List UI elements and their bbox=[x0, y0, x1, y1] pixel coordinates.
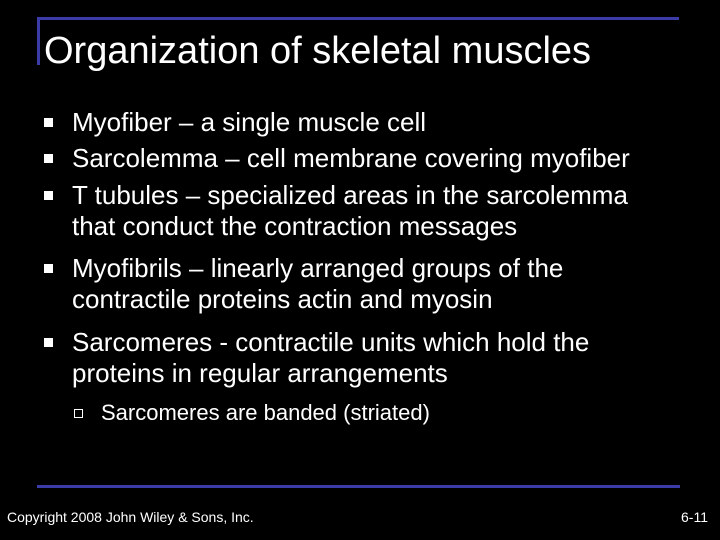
square-bullet-icon bbox=[44, 264, 53, 273]
slide-title: Organization of skeletal muscles bbox=[44, 30, 592, 72]
bullet-text-line: proteins in regular arrangements bbox=[72, 358, 448, 388]
footer-copyright: Copyright 2008 John Wiley & Sons, Inc. bbox=[7, 509, 254, 525]
square-bullet-icon bbox=[44, 191, 53, 200]
bullet-text-line: T tubules – specialized areas in the sarcolemma bbox=[72, 180, 628, 210]
bullet-text-line: contractile proteins actin and myosin bbox=[72, 284, 493, 314]
hollow-square-bullet-icon bbox=[74, 409, 83, 418]
sub-bullet-text: Sarcomeres are banded (striated) bbox=[101, 400, 430, 425]
page-number: 6-11 bbox=[681, 509, 708, 525]
square-bullet-icon bbox=[44, 154, 53, 163]
title-frame-left-rule bbox=[37, 17, 40, 65]
footer-divider bbox=[37, 485, 680, 488]
bullet-text-line: Myofiber – a single muscle cell bbox=[72, 107, 427, 137]
bullet-text-line: Sarcomeres - contractile units which hold the bbox=[72, 327, 590, 357]
bullet-text-line: that conduct the contraction messages bbox=[72, 211, 518, 241]
square-bullet-icon bbox=[44, 338, 53, 347]
bullet-text-line: Sarcolemma – cell membrane covering myofiber bbox=[72, 143, 630, 173]
square-bullet-icon bbox=[44, 118, 53, 127]
title-frame-top-rule bbox=[37, 17, 679, 20]
bullet-text-line: Myofibrils – linearly arranged groups of the bbox=[72, 253, 564, 283]
